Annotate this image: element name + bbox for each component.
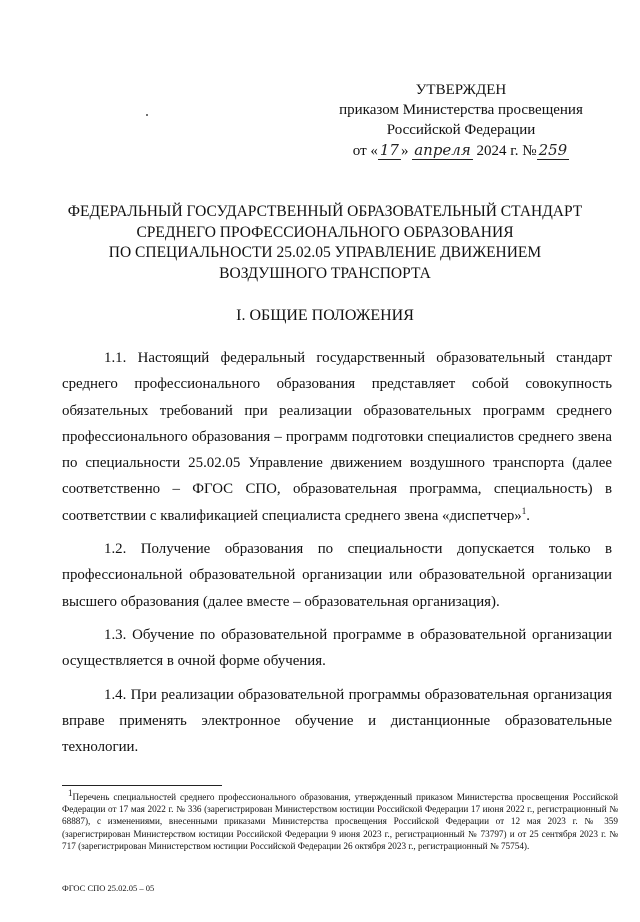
date-mid: »	[400, 143, 409, 159]
handwritten-day: 17	[379, 141, 399, 159]
title-line-1: ФЕДЕРАЛЬНЫЙ ГОСУДАРСТВЕННЫЙ ОБРАЗОВАТЕЛЬНЫЙ СТАНДАРТ	[67, 203, 583, 220]
approval-stamp	[330, 80, 592, 161]
paragraph-1-3: 1.3. Обучение по образовательной программе в образовательной организации осуществляется в очной форме обучения.	[62, 626, 612, 670]
title-line-2: СРЕДНЕГО ПРОФЕССИОНАЛЬНОГО ОБРАЗОВАНИЯ	[136, 223, 514, 241]
handwritten-month: апреля	[414, 141, 471, 159]
handwritten-order-number: 259	[538, 141, 568, 159]
title-line-3: ПО СПЕЦИАЛЬНОСТИ 25.02.05 УПРАВЛЕНИЕ ДВИЖЕНИЕМ	[108, 244, 542, 261]
paragraph-1-4: 1.4. При реализации образовательной программы образовательная организация вправе применять электронное обучение и дистанционные образовательные технологии.	[62, 686, 612, 756]
approval-date	[330, 140, 592, 161]
approval-heading: УТВЕРЖДЕН	[415, 82, 507, 98]
title-line-4: ВОЗДУШНОГО ТРАНСПОРТА	[219, 264, 431, 282]
footnote-text: Перечень специальностей среднего профессионального образования, утвержденный приказом Министерства просвещения Российской Федерации от 17 мая 2022 г. № 336 (зарегистрирован Министерством юстиции Российской Федерации 17 июня 2022 г., регистрационный № 68887), с изменениями, внесенными приказами Министерства просвещения Российской Федерации от 12 мая 2023 г. № 359 (зарегистрирован Министерством юстиции Российской Федерации 9 июня 2023 г., регистрационный № 73797) и от 25 сентября 2023 г. № 717 (зарегистрирован Министерством юстиции Российской Федерации 26 октября 2023 г., регистрационный № 75754).	[62, 792, 618, 851]
section-heading: I. ОБЩИЕ ПОЛОЖЕНИЯ	[236, 307, 414, 324]
date-year: 2024 г. №	[476, 143, 537, 159]
paragraph-1-2: 1.2. Получение образования по специальности допускается только в профессиональной образовательной организации или образовательной организации высшего образования (далее вместе – образовательная организация).	[62, 541, 612, 610]
date-prefix: от «	[352, 143, 378, 159]
footnote-reference: 1	[521, 505, 527, 516]
approval-country: Российской Федерации	[386, 122, 536, 138]
footnote	[62, 787, 618, 852]
scan-speck	[146, 114, 148, 116]
page-footer-code: ФГОС СПО 25.02.05 – 05	[62, 883, 155, 893]
document-body	[62, 345, 612, 767]
footnote-divider	[62, 785, 222, 786]
paragraph-1-1-end: .	[526, 507, 530, 524]
paragraph-1-1-text: 1.1. Настоящий федеральный государственный образовательный стандарт среднего профессионального образования представляет собой совокупность обязательных требований при реализации образовательных программ среднего профессионального образования – программ подготовки специалистов среднего звена по специальности 25.02.05 Управление движением воздушного транспорта (далее соответственно – ФГОС СПО, образовательная программа, специальность) в соответствии с квалификацией специалиста среднего звена «диспетчер»	[62, 350, 612, 524]
footnote-mark: 1	[68, 787, 73, 798]
paragraph-1-1	[62, 345, 612, 529]
approval-issuer: приказом Министерства просвещения	[339, 102, 583, 118]
document-title	[60, 202, 590, 284]
